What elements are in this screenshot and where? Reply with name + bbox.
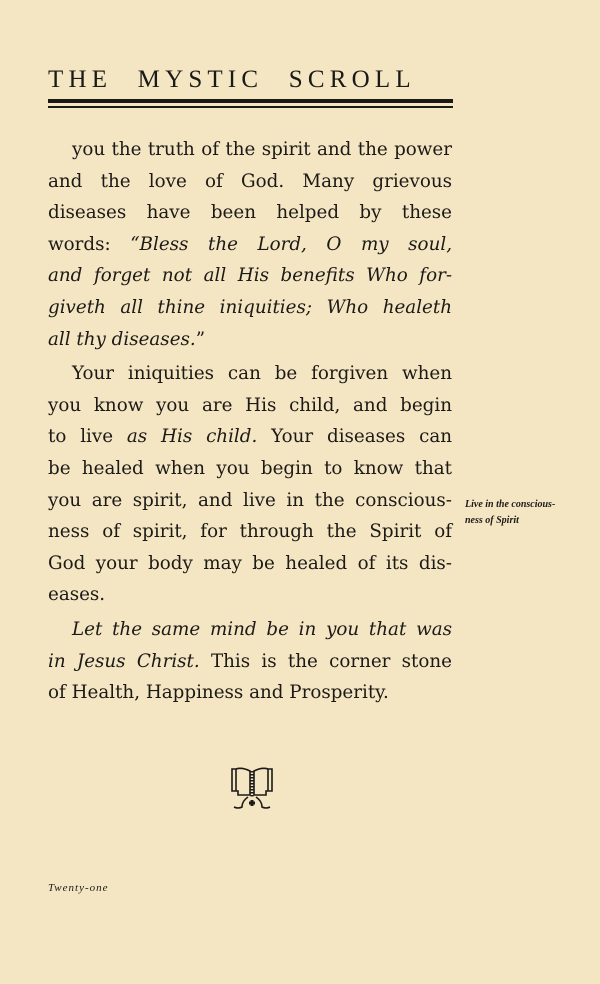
text-line [48, 324, 452, 356]
text-line [48, 197, 452, 229]
header-thin-rule [48, 106, 453, 108]
text-segment: you are spirit, and live in the conscious- [48, 489, 452, 511]
text-line [48, 358, 452, 390]
text-line [48, 453, 452, 485]
text-segment: words: [48, 233, 131, 255]
italic-text: as His child. [126, 426, 258, 448]
text-line [48, 134, 452, 166]
text-segment: eases. [48, 584, 106, 606]
text-segment: be healed when you begin to know that [48, 457, 452, 479]
text-segment: and the love of God. Many grievous [48, 170, 452, 192]
margin-note-line: ness of Spirit [465, 515, 519, 526]
page-number: Twenty-one [48, 882, 109, 894]
text-line [48, 390, 452, 422]
margin-note [465, 497, 555, 529]
text-line [48, 614, 452, 646]
text-line [48, 260, 452, 292]
italic-text: in Jesus Christ. [48, 650, 200, 672]
text-segment: you the truth of the spirit and the power [72, 139, 452, 160]
text-segment: of Health, Happiness and Prosperity. [48, 682, 389, 704]
text-segment: to live [48, 426, 127, 448]
text-segment: you know you are His child, and begin [48, 394, 452, 416]
text-segment: Your iniquities can be forgiven when [72, 363, 452, 385]
text-line [48, 485, 452, 517]
italic-text: “Bless the Lord, O my soul, [130, 233, 452, 255]
text-line [48, 579, 452, 611]
text-segment: This is the corner stone [199, 650, 452, 672]
text-segment: God your body may be healed of its dis- [48, 552, 452, 574]
text-line [48, 166, 452, 198]
text-line [48, 646, 452, 678]
running-header: THE MYSTIC SCROLL [48, 66, 416, 93]
italic-text: and forget not all His benefits Who for- [48, 265, 452, 287]
text-line [48, 677, 452, 709]
italic-text: Let the same mind be in you that was [72, 618, 452, 640]
text-line [48, 229, 452, 261]
margin-note-line: Live in the conscious- [465, 499, 556, 510]
text-line [48, 421, 452, 453]
text-segment: Your diseases can [257, 426, 452, 448]
text-line [48, 548, 452, 580]
italic-text: all thy diseases. [48, 328, 196, 350]
text-segment: ” [195, 328, 206, 350]
body-text [48, 134, 452, 709]
text-line [48, 292, 452, 324]
open-book-ornament-icon [228, 765, 276, 819]
text-segment: diseases have been helped by these [48, 202, 452, 224]
italic-text: giveth all thine iniquities; Who healeth [48, 296, 452, 318]
text-line [48, 516, 452, 548]
text-segment: ness of spirit, for through the Spirit of [48, 521, 452, 543]
header-thick-rule [48, 99, 453, 103]
